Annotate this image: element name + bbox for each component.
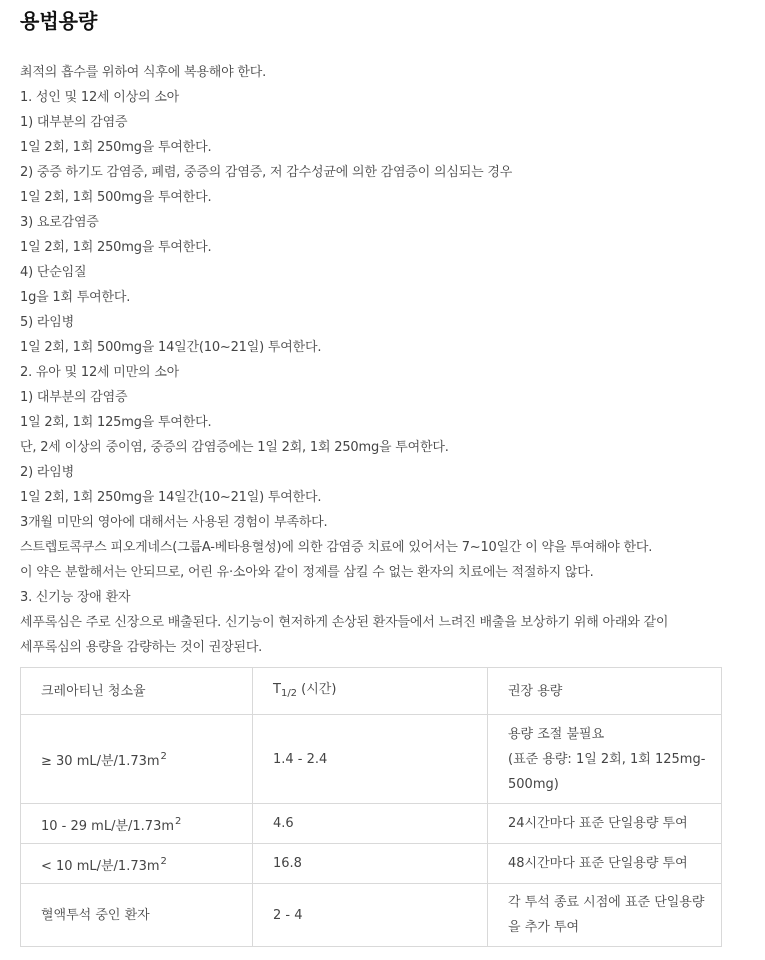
dose-cell — [488, 844, 722, 884]
table-row — [21, 884, 722, 947]
paragraph-line: 1g을 1회 투여한다. — [20, 290, 131, 305]
dose-line: (표준 용량: 1일 2회, 1회 125mg- — [508, 751, 706, 767]
paragraph-line: 단, 2세 이상의 중이염, 중증의 감염증에는 1일 2회, 1회 250mg을 투여한다. — [20, 440, 449, 455]
dose-cell — [488, 884, 722, 947]
paragraph-line: 1. 성인 및 12세 이상의 소아 — [20, 90, 180, 105]
half-life-subscript: 1/2 — [280, 687, 298, 699]
paragraph-line: 4) 단순임질 — [20, 265, 87, 280]
half-life-unit: (시간) — [297, 681, 337, 697]
unit-superscript: 2 — [175, 815, 182, 827]
half-life-cell: 4.6 — [253, 804, 488, 844]
paragraph-line: 1일 2회, 1회 250mg을 14일간(10~21일) 투여한다. — [20, 490, 322, 505]
paragraph-line: 스트렙토콕쿠스 피오게네스(그룹A-베타용혈성)에 의한 감염증 치료에 있어서는 7~10일간 이 약을 투여해야 한다. — [20, 540, 653, 555]
dose-line: 48시간마다 표준 단일용량 투여 — [508, 856, 688, 871]
paragraph-line: 1일 2회, 1회 125mg을 투여한다. — [20, 415, 212, 430]
paragraph-line: 1일 2회, 1회 500mg을 14일간(10~21일) 투여한다. — [20, 340, 322, 355]
half-life-symbol: T — [273, 681, 281, 697]
header-creatinine-clearance: 크레아티닌 청소율 — [21, 668, 253, 715]
dose-line: 500mg) — [508, 776, 559, 792]
half-life-cell: 1.4 - 2.4 — [253, 715, 488, 804]
clearance-cell — [21, 715, 253, 804]
clearance-value: 혈액투석 중인 환자 — [41, 907, 150, 923]
paragraph-line: 2. 유아 및 12세 미만의 소아 — [20, 365, 180, 380]
paragraph-line: 1일 2회, 1회 500mg을 투여한다. — [20, 190, 212, 205]
dose-line: 을 추가 투여 — [508, 920, 580, 935]
table-header-row — [21, 668, 722, 715]
clearance-value: < 10 mL/분/1.73m — [41, 858, 160, 874]
paragraph-line: 세푸록심의 용량을 감량하는 것이 권장된다. — [20, 640, 263, 655]
half-life-cell: 16.8 — [253, 844, 488, 884]
table-row — [21, 804, 722, 844]
clearance-value: 10 - 29 mL/분/1.73m — [41, 818, 175, 834]
paragraph-line: 이 약은 분할해서는 안되므로, 어린 유·소아와 같이 정제를 삼킬 수 없는 환자의 치료에는 적절하지 않다. — [20, 565, 594, 580]
dose-cell — [488, 804, 722, 844]
dose-line: 용량 조절 불필요 — [508, 726, 605, 742]
paragraph-line: 2) 중증 하기도 감염증, 폐렴, 중증의 감염증, 저 감수성균에 의한 감염증이 의심되는 경우 — [20, 165, 513, 180]
paragraph-line: 1일 2회, 1회 250mg을 투여한다. — [20, 240, 212, 255]
clearance-cell — [21, 804, 253, 844]
paragraph-line: 3. 신기능 장애 환자 — [20, 590, 131, 605]
half-life-cell: 2 - 4 — [253, 884, 488, 947]
section-title: 용법용량 — [20, 9, 98, 33]
paragraph-line: 세푸록심은 주로 신장으로 배출된다. 신기능이 현저하게 손상된 환자들에서 느려진 배출을 보상하기 위해 아래와 같이 — [20, 615, 669, 630]
paragraph-line: 5) 라임병 — [20, 315, 74, 330]
clearance-cell — [21, 844, 253, 884]
paragraph-line: 1) 대부분의 감염증 — [20, 115, 128, 130]
paragraph-line: 3) 요로감염증 — [20, 215, 99, 230]
dose-line: 각 투석 종료 시점에 표준 단일용량 — [508, 895, 705, 910]
dose-line: 24시간마다 표준 단일용량 투여 — [508, 816, 688, 831]
dosage-text — [20, 60, 745, 660]
header-recommended-dose: 권장 용량 — [488, 668, 722, 715]
paragraph-line: 최적의 흡수를 위하여 식후에 복용해야 한다. — [20, 65, 267, 80]
renal-dosage-table — [20, 667, 722, 947]
table-row — [21, 844, 722, 884]
paragraph-line: 1) 대부분의 감염증 — [20, 390, 128, 405]
dose-cell — [488, 715, 722, 804]
clearance-cell — [21, 884, 253, 947]
paragraph-line: 2) 라임병 — [20, 465, 74, 480]
header-half-life — [253, 668, 488, 715]
paragraph-line: 3개월 미만의 영아에 대해서는 사용된 경험이 부족하다. — [20, 515, 328, 530]
paragraph-line: 1일 2회, 1회 250mg을 투여한다. — [20, 140, 212, 155]
clearance-value: ≥ 30 mL/분/1.73m — [41, 754, 160, 769]
unit-superscript: 2 — [160, 751, 167, 762]
table-row — [21, 715, 722, 804]
unit-superscript: 2 — [160, 855, 167, 867]
